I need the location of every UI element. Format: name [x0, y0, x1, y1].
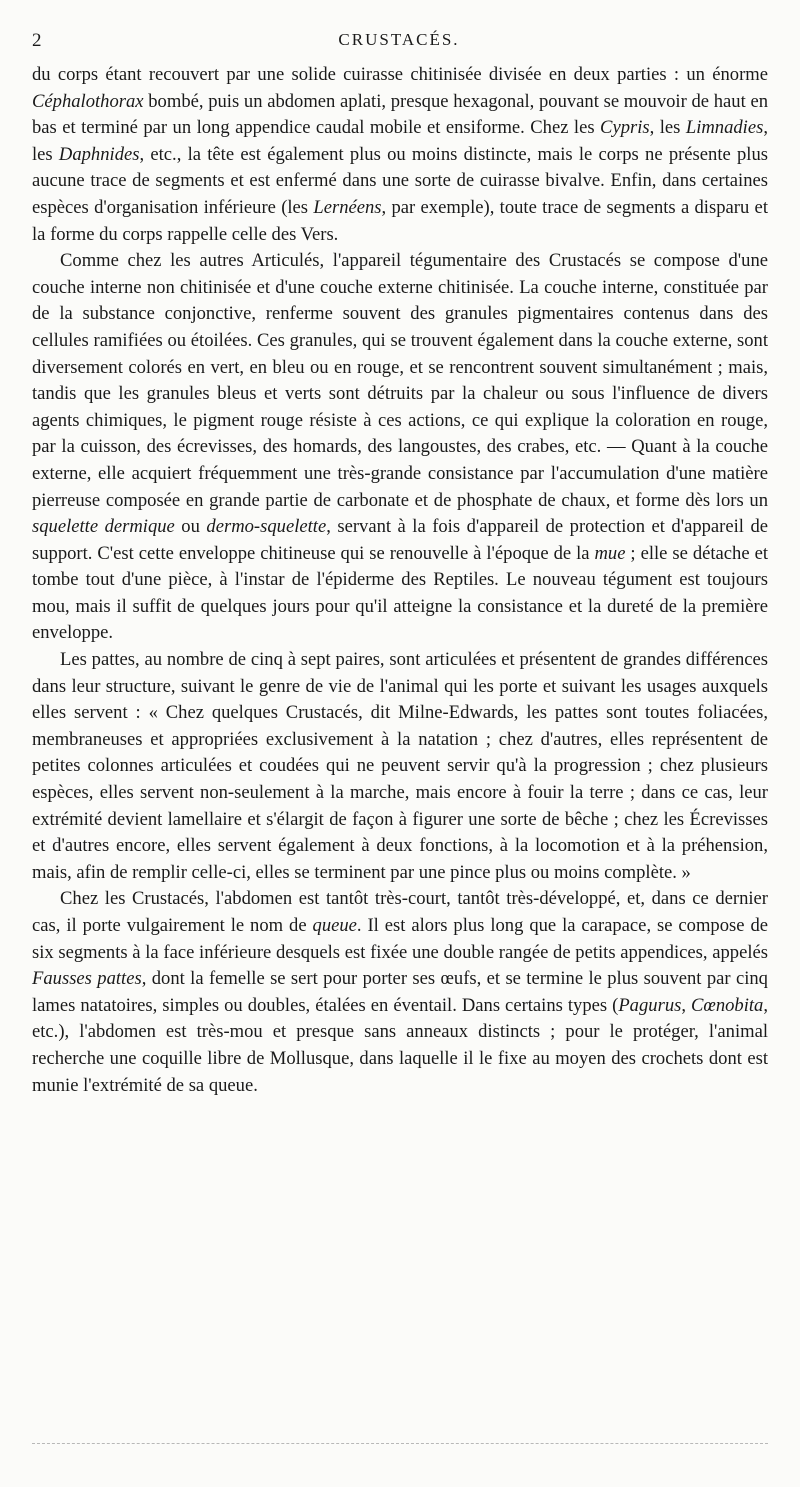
italic-term: queue	[312, 915, 357, 936]
italic-term: Céphalothorax	[32, 90, 144, 112]
text-run: ,	[681, 994, 692, 1016]
page-header	[32, 30, 766, 56]
italic-term: Cœnobita	[691, 994, 764, 1016]
running-title: CRUSTACÉS.	[338, 30, 460, 49]
italic-term: Daphnides	[58, 143, 140, 165]
text-run: bombé, puis un abdomen aplati, presque hexagonal, pouvant se mouvoir de haut en bas et terminé par un long appendice caudal mobile et ensiforme. Chez les	[32, 90, 768, 139]
italic-term: Pagurus	[618, 994, 682, 1016]
text-run: , etc.), l'abdomen est très-mou et presque sans anneaux distincts ; pour le protéger, l'animal recherche une coquille libre de Mollusque, dans laquelle il le fixe au moyen des crochets dont est munie l'extrémité de sa queue.	[32, 994, 768, 1096]
paragraph-3	[32, 647, 768, 886]
page-number: 2	[32, 30, 42, 51]
text-run: Chez les Crustacés, l'abdomen est tantôt très-court, tantôt très-développé, et, dans ce dernier cas, il porte vulgairement le nom de	[32, 888, 768, 936]
italic-term: squelette dermique	[32, 516, 175, 538]
text-run: Comme chez les autres Articulés, l'appareil tégumentaire des Crustacés se compose d'une couche interne non chitinisée et d'une couche externe chitinisée. La couche interne, constituée par de la substance conjonctive, renferme souvent des granules pigmentaires contenus dans des cellules ramifiées ou étoilées. Ces granules, qui se trouvent également dans la couche externe, sont diversement colorés en vert, en bleu ou en rouge, et se rencontrent souvent simultanément ; mais, tandis que les granules bleus et verts sont détruits par la chaleur ou sous l'influence de divers agents chimiques, le pigment rouge résiste à ces actions, ce qui explique la coloration en rouge, par la cuisson, des écrevisses, des homards, des langoustes, des crabes, etc. — Quant à la couche externe, elle acquiert fréquemment une très-grande consistance par l'accumulation d'une matière pierreuse composée en grande partie de carbonate et de phosphate de chaux, et forme dès lors un	[32, 250, 768, 511]
italic-term: dermo-squelette	[206, 516, 327, 538]
italic-term: Cypris	[600, 117, 650, 139]
text-run: , dont la femelle se sert pour porter ses œufs, et se termine le plus souvent par cinq lames natatoires, simples ou doubles, étalées en éventail. Dans certains types (	[32, 968, 768, 1016]
text-run: . Il est alors plus long que la carapace, se compose de six segments à la face inférieure desquels est fixée une double rangée de petits appendices, appelés	[32, 915, 768, 963]
italic-term: Lernéens	[313, 196, 382, 218]
paragraph-4	[32, 886, 768, 1099]
text-run: ou	[174, 516, 207, 538]
text-run: ; elle se détache et tombe tout d'une pièce, à l'instar de l'épiderme des Reptiles. Le nouveau tégument est toujours mou, mais il suffit de quelques jours pour qu'il atteigne la consistance et la dureté de la première enveloppe.	[32, 542, 768, 644]
text-run: , etc., la tête est également plus ou moins distincte, mais le corps ne présente plus aucune trace de segments et est enfermé dans une sorte de cuirasse bivalve. Enfin, dans certaines espèces d'organisation inférieure (les	[32, 143, 768, 218]
text-run: , par exemple), toute trace de segments a disparu et la forme du corps rappelle celle des Vers.	[32, 196, 768, 245]
text-run: du corps étant recouvert par une solide cuirasse chitinisée divisée en deux parties : un énorme	[32, 64, 768, 85]
italic-term: mue	[594, 542, 626, 564]
text-run: , servant à la fois d'appareil de protection et d'appareil de support. C'est cette enveloppe chitineuse qui se renouvelle à l'époque de la	[32, 516, 768, 564]
italic-term: Limnadies	[685, 117, 764, 139]
text-body	[32, 62, 768, 1099]
italic-term: Fausses pattes	[32, 968, 142, 990]
text-run: , les	[649, 117, 686, 139]
text-run: Les pattes, au nombre de cinq à sept paires, sont articulées et présentent de grandes différences dans leur structure, suivant le genre de vie de l'animal qui les porte et suivant les usages auxquels elles servent : « Chez quelques Crustacés, dit Milne-Edwards, les pattes sont toutes foliacées, membraneuses et appropriées exclusivement à la natation ; chez d'autres, elles représentent de petites colonnes articulées et coudées qui ne peuvent servir qu'à la progression ; chez plusieurs espèces, elles servent non-seulement à la marche, mais encore à fouir la terre ; dans ce cas, leur extrémité devient lamellaire et s'élargit de façon à figurer une sorte de bêche ; chez les Écrevisses et d'autres encore, elles servent également à deux fonctions, à la locomotion et à la préhension, mais, afin de remplir celle-ci, elles se terminent par une pince plus ou moins complète. »	[32, 649, 768, 883]
text-run: , les	[32, 117, 768, 165]
footer-rule	[32, 1443, 768, 1444]
paragraph-1	[32, 62, 768, 248]
paragraph-2	[32, 248, 768, 647]
